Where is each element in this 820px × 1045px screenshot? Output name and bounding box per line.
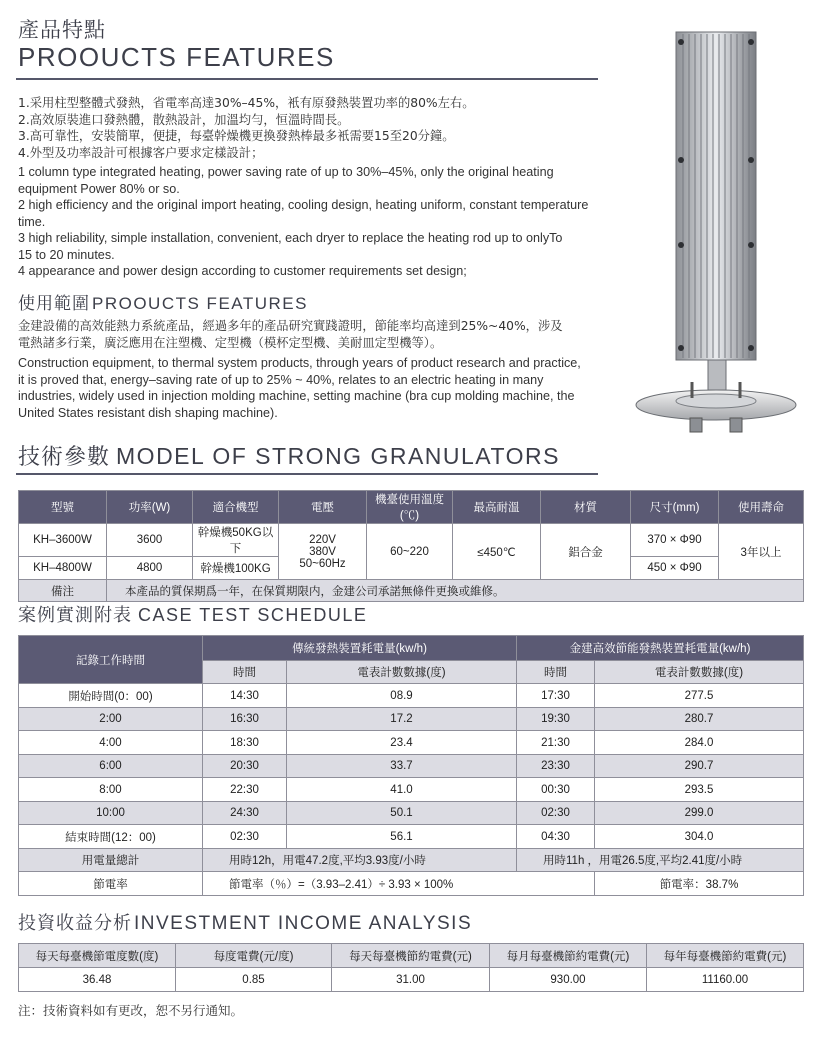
case-cell: 8:00 xyxy=(19,778,203,802)
case-cell: 22:30 xyxy=(203,778,287,802)
features-en-line: time. xyxy=(18,214,46,229)
case-cell: 299.0 xyxy=(595,802,804,825)
case-total-a: 用時12h，用電47.2度,平均3.93度/小時 xyxy=(203,849,517,872)
model-header-cell: 適合機型 xyxy=(193,491,279,524)
model-voltage-line: 220V xyxy=(309,533,336,546)
invest-header-cell: 每度電費(元/度) xyxy=(176,944,332,968)
features-en-text xyxy=(18,164,588,280)
features-cn-line: 4.外型及功率設計可根據客户要求定樣設計； xyxy=(18,145,264,160)
model-maxtemp-cell: ≤450℃ xyxy=(453,524,541,580)
case-cell: 21:30 xyxy=(517,731,595,755)
features-cn-text xyxy=(18,95,475,161)
case-cell: 284.0 xyxy=(595,731,804,755)
invest-table xyxy=(18,943,804,992)
case-cell: 19:30 xyxy=(517,708,595,731)
case-table xyxy=(18,635,804,896)
case-subheader-meter: 電表計數數據(度) xyxy=(595,661,804,684)
case-heading xyxy=(18,601,367,627)
case-cell: 08.9 xyxy=(287,684,517,708)
invest-title-en: INVESTMENT INCOME ANALYSIS xyxy=(134,913,473,934)
invest-header-cell: 每年每臺機節約電費(元) xyxy=(647,944,804,968)
case-cell: 結束時間(12：00) xyxy=(19,825,203,849)
model-voltage-line: 50~60Hz xyxy=(299,557,346,570)
case-header-record: 記錄工作時間 xyxy=(19,636,203,684)
case-cell: 開始時間(0：00) xyxy=(19,684,203,708)
case-cell: 293.5 xyxy=(595,778,804,802)
case-cell: 2:00 xyxy=(19,708,203,731)
case-cell: 00:30 xyxy=(517,778,595,802)
model-cell: 450 × Φ90 xyxy=(631,557,719,580)
model-header-cell: 材質 xyxy=(541,491,631,524)
invest-cell: 36.48 xyxy=(19,968,176,992)
scope-cn-text xyxy=(18,318,563,351)
case-cell: 17.2 xyxy=(287,708,517,731)
invest-header-cell: 每天每臺機節電度數(度) xyxy=(19,944,176,968)
model-header-cell: 電壓 xyxy=(279,491,367,524)
model-cell: KH–4800W xyxy=(19,557,107,580)
case-total-b: 用時11h ，用電26.5度,平均2.41度/小時 xyxy=(517,849,804,872)
case-cell: 50.1 xyxy=(287,802,517,825)
case-cell: 02:30 xyxy=(203,825,287,849)
case-cell: 304.0 xyxy=(595,825,804,849)
invest-header-cell: 每天每臺機節約電費(元) xyxy=(332,944,490,968)
features-en-line: 15 to 20 minutes. xyxy=(18,247,115,262)
features-cn-line: 3.高可靠性，安裝簡單，便捷，每臺幹燥機更換發熱棒最多衹需要15至20分鐘。 xyxy=(18,129,455,143)
model-cell: 4800 xyxy=(107,557,193,580)
case-cell: 17:30 xyxy=(517,684,595,708)
features-title-cn: 產品特點 xyxy=(18,18,106,42)
case-cell: 18:30 xyxy=(203,731,287,755)
model-title-en: MODEL OF STRONG GRANULATORS xyxy=(116,443,560,469)
case-cell: 277.5 xyxy=(595,684,804,708)
scope-en-line: industries, widely used in injection molding machine, setting machine (bra cup molding machine, the xyxy=(18,389,575,403)
features-en-line: 2 high efficiency and the original import heating, cooling design, heating uniform, constant temperature xyxy=(18,198,589,212)
case-cell: 56.1 xyxy=(287,825,517,849)
case-cell: 290.7 xyxy=(595,755,804,778)
model-header-cell: 型號 xyxy=(19,491,107,524)
features-en-line: equipment Power 80% or so. xyxy=(18,181,180,196)
features-cn-line: 1.采用柱型整體式發熱，省電率高達30%–45%，衹有原發熱裝置功率的80%左右。 xyxy=(18,96,475,110)
model-life-cell: 3年以上 xyxy=(719,524,804,580)
case-header-group-b: 金建高效節能發熱裝置耗電量(kw/h) xyxy=(517,636,804,661)
scope-heading xyxy=(18,289,308,314)
features-en-line: 1 column type integrated heating, power saving rate of up to 30%–45%, only the original heating xyxy=(18,165,554,179)
case-total-label: 用電量總計 xyxy=(19,849,203,872)
features-en-line: 3 high reliability, simple installation, convenient, each dryer to replace the heating rod up to onlyTo xyxy=(18,231,563,245)
features-cn-line: 2.高效原裝進口發熱體，散熱設計，加溫均勻，恒溫時間長。 xyxy=(18,112,350,127)
invest-cell: 930.00 xyxy=(490,968,647,992)
invest-cell: 31.00 xyxy=(332,968,490,992)
case-subheader-time: 時間 xyxy=(203,661,287,684)
model-cell: 3600 xyxy=(107,524,193,557)
model-table xyxy=(18,490,804,602)
model-header-cell: 機臺使用溫度(℃) xyxy=(367,491,453,524)
case-cell: 14:30 xyxy=(203,684,287,708)
scope-en-line: it is proved that, energy–saving rate of up to 25% ~ 40%, relates to an electric heating in many xyxy=(18,372,544,387)
scope-cn-line: 電熱諸多行業，廣泛應用在注塑機、定型機（模杯定型機、美耐皿定型機等）。 xyxy=(18,335,443,350)
model-header-cell: 使用壽命 xyxy=(719,491,804,524)
invest-heading xyxy=(18,909,472,935)
model-note-text: 本產品的質保期爲一年，在保質期限内，金建公司承諾無條件更換或維修。 xyxy=(107,580,804,602)
model-title-cn: 技術參數 xyxy=(18,445,111,470)
case-cell: 6:00 xyxy=(19,755,203,778)
model-header-cell: 尺寸(mm) xyxy=(631,491,719,524)
case-header-group-a: 傳統發熱裝置耗電量(kw/h) xyxy=(203,636,517,661)
invest-cell: 0.85 xyxy=(176,968,332,992)
scope-cn-line: 金建設備的高效能熱力系統產品，經過多年的產品研究實踐證明，節能率均高達到25%~40%，涉及 xyxy=(18,319,563,333)
case-subheader-meter: 電表計數數據(度) xyxy=(287,661,517,684)
case-cell: 24:30 xyxy=(203,802,287,825)
model-header-cell: 最高耐溫 xyxy=(453,491,541,524)
case-cell: 33.7 xyxy=(287,755,517,778)
model-cell: 幹燥機50KG以下 xyxy=(193,524,279,557)
invest-cell: 11160.00 xyxy=(647,968,804,992)
model-voltage-line: 380V xyxy=(309,545,336,558)
invest-title-cn: 投資收益分析 xyxy=(18,913,132,934)
model-heading xyxy=(18,440,560,471)
case-cell: 16:30 xyxy=(203,708,287,731)
scope-en-text xyxy=(18,355,581,421)
case-title-cn: 案例實測附表 xyxy=(18,605,132,626)
model-cell: 幹燥機100KG xyxy=(193,557,279,580)
case-subheader-time: 時間 xyxy=(517,661,595,684)
heater-product-image xyxy=(630,30,800,440)
case-rate-value: 節電率：38.7% xyxy=(595,872,804,896)
features-heading-en xyxy=(18,42,335,73)
scope-en-line: United States resistant dish shaping machine). xyxy=(18,405,278,420)
model-divider xyxy=(16,473,598,475)
case-cell: 4:00 xyxy=(19,731,203,755)
scope-title-cn: 使用範圍 xyxy=(18,294,90,314)
case-cell: 23:30 xyxy=(517,755,595,778)
model-material-cell: 鋁合金 xyxy=(541,524,631,580)
invest-header-cell: 每月每臺機節約電費(元) xyxy=(490,944,647,968)
model-cell: KH–3600W xyxy=(19,524,107,557)
case-rate-formula: 節電率（％）=（3.93–2.41）÷ 3.93 × 100% xyxy=(203,872,595,896)
model-header-cell: 功率(W) xyxy=(107,491,193,524)
case-cell: 10:00 xyxy=(19,802,203,825)
features-heading-cn xyxy=(18,14,106,44)
features-divider xyxy=(16,78,598,80)
model-voltage-cell xyxy=(279,524,367,580)
case-cell: 23.4 xyxy=(287,731,517,755)
model-cell: 370 × Φ90 xyxy=(631,524,719,557)
case-cell: 04:30 xyxy=(517,825,595,849)
features-title-en: PROOUCTS FEATURES xyxy=(18,42,335,72)
footnote: 注：技術資料如有更改，恕不另行通知。 xyxy=(18,1003,244,1018)
model-temp-cell: 60~220 xyxy=(367,524,453,580)
case-cell: 41.0 xyxy=(287,778,517,802)
case-rate-label: 節電率 xyxy=(19,872,203,896)
scope-en-line: Construction equipment, to thermal system products, through years of product research and practice, xyxy=(18,356,581,370)
scope-title-en: PROOUCTS FEATURES xyxy=(92,294,308,313)
features-en-line: 4 appearance and power design according to customer requirements set design; xyxy=(18,264,467,278)
case-cell: 20:30 xyxy=(203,755,287,778)
case-title-en: CASE TEST SCHEDULE xyxy=(138,605,368,625)
case-cell: 280.7 xyxy=(595,708,804,731)
case-cell: 02:30 xyxy=(517,802,595,825)
model-note-label: 備注 xyxy=(19,580,107,602)
